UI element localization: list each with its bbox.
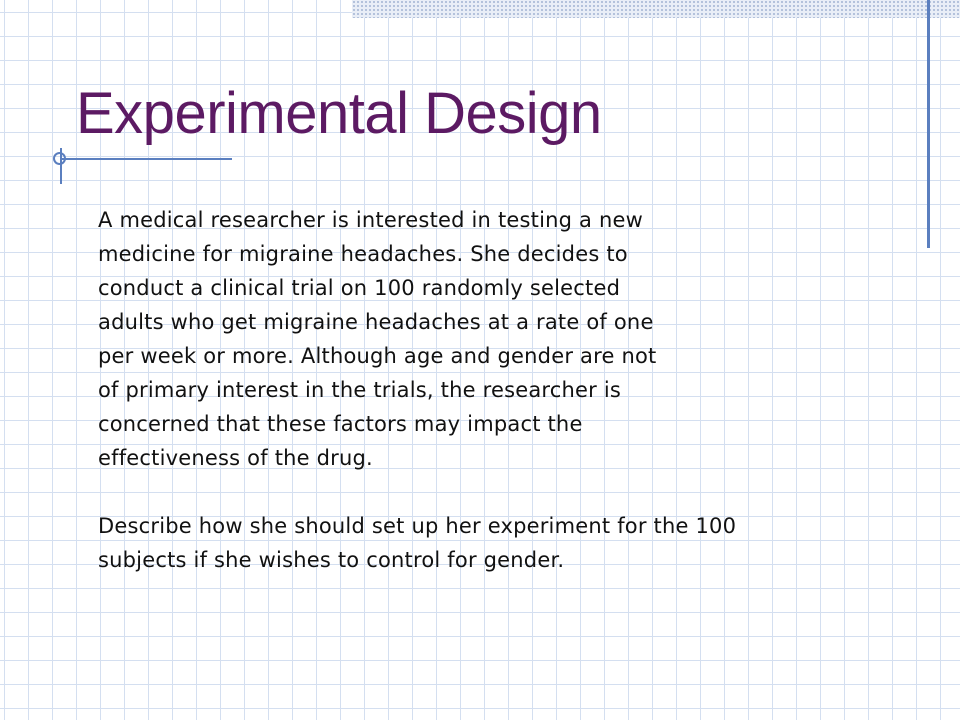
title-ring-decoration xyxy=(53,152,66,165)
slide-title: Experimental Design xyxy=(76,81,602,146)
corner-pattern-decoration xyxy=(352,0,960,18)
slide-body xyxy=(98,203,858,577)
body-paragraph-question: Describe how she should set up her experiment for the 100 subjects if she wishes to control for gender. xyxy=(98,514,737,572)
title-underline-decoration xyxy=(60,158,232,160)
body-paragraph-scenario: A medical researcher is interested in testing a new medicine for migraine headaches. She decides to conduct a clinical trial on 100 randomly selected adults who get migraine headaches at a rate of one per week or more. Although age and gender are not of primary interest in the trials, the researcher is concerned that these factors may impact the effectiveness of the drug. xyxy=(98,208,657,470)
right-rule-decoration xyxy=(927,0,930,248)
